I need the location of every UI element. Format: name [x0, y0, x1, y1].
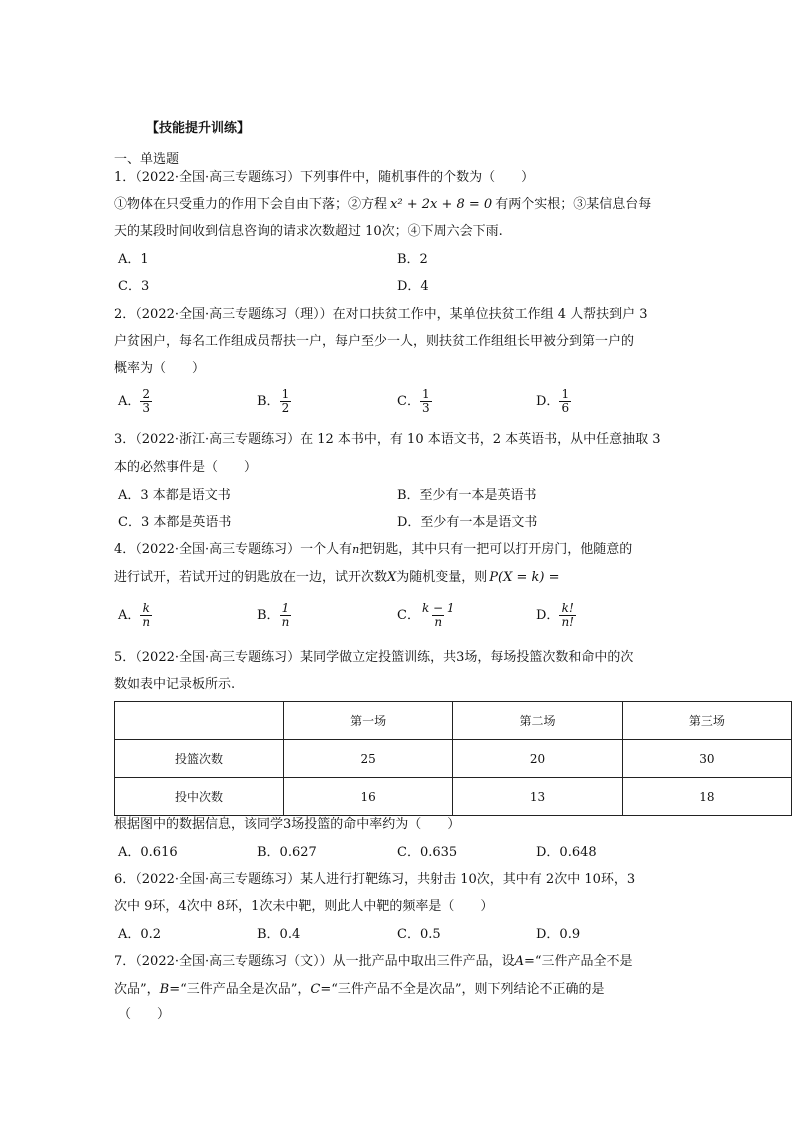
- q4-option-b-denominator: n: [281, 615, 290, 629]
- q1-stem-line3: 天的某段时间收到信息咨询的请求次数超过 10次；④下周六会下雨.: [114, 224, 503, 239]
- q1-option-a[interactable]: A．1: [118, 252, 149, 267]
- q2-option-c-fraction: [420, 388, 432, 415]
- q2-option-d-label: D．: [536, 394, 560, 409]
- table-cell: 30: [622, 740, 791, 778]
- q4-stem-line2: [114, 569, 560, 587]
- q2-option-a-fraction: [140, 388, 152, 415]
- q4-option-d-label: D．: [536, 608, 560, 623]
- q5-stem-line2: 数如表中记录板所示.: [114, 677, 236, 692]
- section-type: 一、单选题: [114, 152, 180, 167]
- shooting-record-table: [114, 701, 792, 816]
- table-header-cell: [115, 702, 284, 740]
- q7-def-b: =“三件产品全是次品”，: [169, 982, 311, 997]
- table-cell: 13: [453, 778, 622, 816]
- q6-option-a[interactable]: A．0.2: [118, 927, 162, 942]
- table-header-cell: 第二场: [453, 702, 622, 740]
- q6-option-b[interactable]: B．0.4: [257, 927, 301, 942]
- q1-text-b: 有两个实根；③某信息台每: [495, 197, 652, 212]
- q3-option-b[interactable]: B．至少有一本是英语书: [397, 488, 537, 503]
- table-header-cell: 第三场: [622, 702, 791, 740]
- q4-option-a[interactable]: [118, 602, 152, 629]
- table-header-cell: 第一场: [284, 702, 453, 740]
- q4-option-d[interactable]: [536, 602, 576, 629]
- q4-option-d-denominator: n!: [561, 615, 574, 629]
- table-cell: 18: [622, 778, 791, 816]
- q2-option-d-fraction: [559, 388, 571, 415]
- q7-text-b: 次品”，: [114, 982, 160, 997]
- q1-stem-line1: 1．（2022·全国·高三专题练习）下列事件中，随机事件的个数为（ ）: [114, 170, 535, 185]
- q6-option-c[interactable]: C．0.5: [397, 927, 441, 942]
- q4-text-b: 把钥匙，其中只有一把可以打开房门，他随意的: [359, 542, 633, 557]
- q4-option-b-label: B．: [257, 608, 280, 623]
- q2-option-b-numerator: 1: [281, 387, 290, 401]
- q2-option-a-numerator: 2: [142, 387, 151, 401]
- q2-option-d[interactable]: [536, 388, 571, 415]
- q3-option-c[interactable]: C．3 本都是英语书: [118, 515, 232, 530]
- q7-stem-line1: [114, 953, 633, 971]
- q4-option-a-denominator: n: [142, 615, 151, 629]
- q4-var-n: n: [352, 543, 360, 556]
- q4-text-c: 进行试开，若试开过的钥匙放在一边，试开次数: [114, 570, 388, 585]
- q3-stem-line1: 3．（2022·浙江·高三专题练习）在 12 本书中，有 10 本语文书，2 本英语书，从中任意抽取 3: [114, 432, 661, 447]
- q6-stem-line1: 6．（2022·全国·高三专题练习）某人进行打靶练习，共射击 10次，其中有 2次中 10环，3: [114, 872, 636, 887]
- q4-option-d-fraction: [559, 602, 576, 629]
- q7-var-b: B: [159, 982, 170, 997]
- q5-option-d[interactable]: D．0.648: [536, 845, 597, 860]
- q2-option-a[interactable]: [118, 388, 152, 415]
- q4-option-b-numerator: 1: [281, 601, 290, 615]
- q7-text-a: 7．（2022·全国·高三专题练习（文））从一批产品中取出三件产品，设: [114, 954, 515, 969]
- q5-stem-line1: 5．（2022·全国·高三专题练习）某同学做立定投篮训练，共3场，每场投篮次数和命中的次: [114, 650, 634, 665]
- q4-option-c-fraction: [420, 602, 457, 629]
- q4-probability-expression: P(X = k) =: [489, 570, 560, 585]
- q2-option-b-fraction: [280, 388, 292, 415]
- q4-option-d-numerator: k!: [561, 601, 574, 615]
- table-row-label: 投篮次数: [115, 740, 284, 778]
- q1-option-d[interactable]: D．4: [397, 279, 429, 294]
- section-title: 【技能提升训练】: [146, 121, 251, 136]
- q7-var-a: A: [514, 954, 525, 969]
- q4-option-c-numerator: k − 1: [421, 601, 455, 615]
- q4-option-a-label: A．: [118, 608, 141, 623]
- q2-option-c-label: C．: [397, 394, 420, 409]
- q1-equation: x² + 2x + 8 = 0: [390, 197, 493, 212]
- q5-stem-line3: 根据图中的数据信息，该同学3场投篮的命中率约为（ ）: [114, 817, 461, 832]
- q1-text-a: ①物体在只受重力的作用下会自由下落；②方程: [114, 197, 388, 212]
- q3-option-a[interactable]: A．3 本都是语文书: [118, 488, 231, 503]
- q4-option-c-label: C．: [397, 608, 420, 623]
- table-cell: 25: [284, 740, 453, 778]
- table-header-row: [115, 702, 792, 740]
- q4-option-b-fraction: [280, 602, 292, 629]
- q4-option-c-denominator: n: [434, 615, 443, 629]
- q2-option-c-denominator: 3: [421, 401, 430, 415]
- q2-option-a-label: A．: [118, 394, 141, 409]
- q5-option-b[interactable]: B．0.627: [257, 845, 317, 860]
- q2-option-d-numerator: 1: [561, 387, 570, 401]
- q2-option-c-numerator: 1: [421, 387, 430, 401]
- q5-option-c[interactable]: C．0.635: [397, 845, 458, 860]
- table-cell: 16: [284, 778, 453, 816]
- q6-stem-line2: 次中 9环，4次中 8环，1次未中靶，则此人中靶的频率是（ ）: [114, 899, 494, 914]
- q2-option-b-denominator: 2: [281, 401, 290, 415]
- q2-option-b-label: B．: [257, 394, 280, 409]
- q1-stem-line2: [114, 196, 651, 214]
- q4-var-x: X: [387, 570, 397, 585]
- q6-option-d[interactable]: D．0.9: [536, 927, 581, 942]
- q4-text-a: 4．（2022·全国·高三专题练习）一个人有: [114, 542, 353, 557]
- q2-option-b[interactable]: [257, 388, 291, 415]
- q4-stem-line1: [114, 541, 632, 559]
- q7-var-c: C: [310, 982, 321, 997]
- q4-option-a-numerator: k: [142, 601, 150, 615]
- q4-text-d: 为随机变量，则: [396, 570, 488, 585]
- q7-def-a: =“三件产品全不是: [524, 954, 633, 969]
- table-row: [115, 740, 792, 778]
- q7-def-c: =“三件产品不全是次品”，则下列结论不正确的是: [320, 982, 605, 997]
- table-row-label: 投中次数: [115, 778, 284, 816]
- q1-option-c[interactable]: C．3: [118, 279, 150, 294]
- q2-option-d-denominator: 6: [561, 401, 570, 415]
- q3-option-d[interactable]: D．至少有一本是语文书: [397, 515, 538, 530]
- q2-stem-line1: 2．（2022·全国·高三专题练习（理））在对口扶贫工作中，某单位扶贫工作组 4 人帮扶到户 3: [114, 307, 648, 322]
- q2-option-c[interactable]: [397, 388, 432, 415]
- q4-option-a-fraction: [140, 602, 152, 629]
- q2-stem-line3: 概率为（ ）: [114, 361, 206, 376]
- table-cell: 20: [453, 740, 622, 778]
- q1-option-b[interactable]: B．2: [397, 252, 428, 267]
- q2-option-a-denominator: 3: [142, 401, 151, 415]
- q4-option-c[interactable]: [397, 602, 457, 629]
- q3-stem-line2: 本的必然事件是（ ）: [114, 460, 258, 475]
- table-row: [115, 778, 792, 816]
- q4-option-b[interactable]: [257, 602, 291, 629]
- q2-stem-line2: 户贫困户，每名工作组成员帮扶一户，每户至少一人，则扶贫工作组组长甲被分到第一户的: [114, 334, 635, 349]
- q5-option-a[interactable]: A．0.616: [118, 845, 178, 860]
- q7-stem-line3: （ ）: [118, 1007, 171, 1022]
- q7-stem-line2: [114, 981, 605, 999]
